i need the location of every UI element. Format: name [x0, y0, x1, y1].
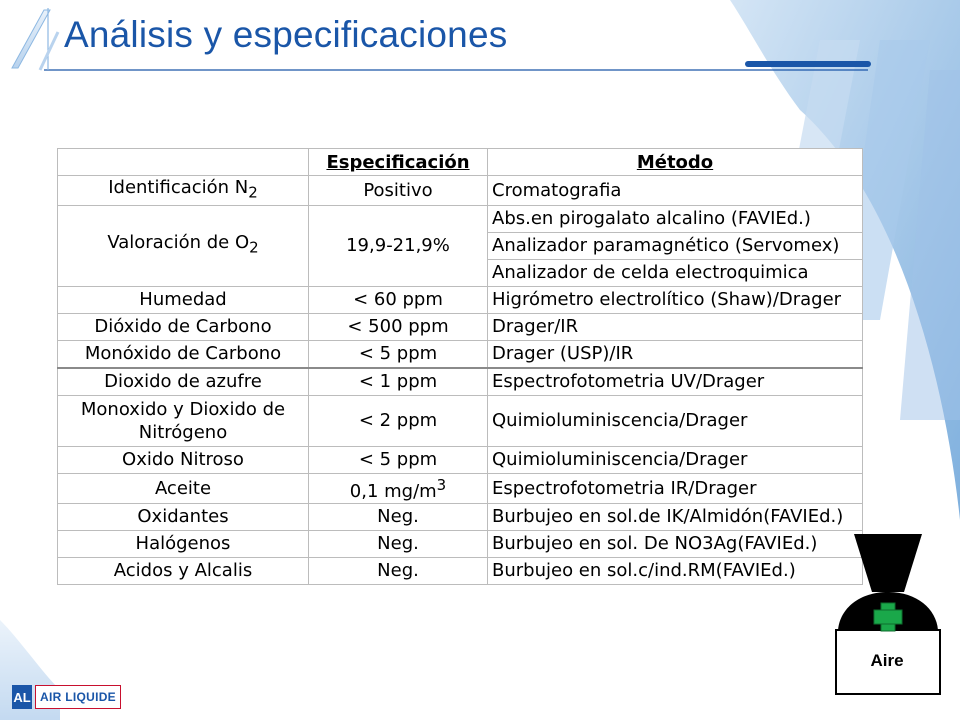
table-row	[58, 446, 863, 473]
method-cell: Analizador paramagnético (Servomex)	[488, 232, 863, 259]
header-method: Método	[488, 149, 863, 176]
method-cell: Espectrofotometria UV/Drager	[488, 368, 863, 396]
table-row	[58, 205, 863, 232]
logo-mark-icon: AL	[12, 685, 32, 709]
method-cell: Quimioluminiscencia/Drager	[488, 395, 863, 446]
table-row	[58, 557, 863, 584]
spec-cell: < 500 ppm	[309, 313, 488, 340]
method-cell: Drager (USP)/IR	[488, 340, 863, 368]
spec-cell: Neg.	[309, 557, 488, 584]
method-cell: Abs.en pirogalato alcalino (FAVIEd.)	[488, 205, 863, 232]
table-row	[58, 368, 863, 396]
table-row	[58, 176, 863, 206]
spec-cell: < 60 ppm	[309, 286, 488, 313]
spec-cell: < 5 ppm	[309, 340, 488, 368]
spec-cell: Positivo	[309, 176, 488, 206]
param-cell: Dióxido de Carbono	[58, 313, 309, 340]
table-header-row	[58, 149, 863, 176]
air-liquide-logo	[12, 682, 126, 712]
method-cell: Burbujeo en sol. De NO3Ag(FAVIEd.)	[488, 530, 863, 557]
logo-box	[35, 685, 121, 709]
table-row	[58, 395, 863, 446]
method-cell: Cromatografia	[488, 176, 863, 206]
spec-cell: < 1 ppm	[309, 368, 488, 396]
table-row	[58, 286, 863, 313]
param-cell: Oxidantes	[58, 503, 309, 530]
method-cell: Drager/IR	[488, 313, 863, 340]
param-cell: Oxido Nitroso	[58, 446, 309, 473]
logo-text: AIR LIQUIDE	[40, 690, 116, 704]
spec-cell: < 2 ppm	[309, 395, 488, 446]
table-row	[58, 503, 863, 530]
table-row	[58, 340, 863, 368]
param-cell: Identificación $N_2$	[58, 176, 309, 206]
param-cell: Monóxido de Carbono	[58, 340, 309, 368]
param-cell: Halógenos	[58, 530, 309, 557]
param-cell: Monoxido y Dioxido de Nitrógeno	[58, 395, 309, 446]
method-cell: Espectrofotometria IR/Drager	[488, 473, 863, 503]
cylinder-label: Aire	[870, 651, 904, 670]
param-cell: Aceite	[58, 473, 309, 503]
header-parameter	[58, 149, 309, 176]
param-cell: Acidos y Alcalis	[58, 557, 309, 584]
param-cell: Dioxido de azufre	[58, 368, 309, 396]
spec-cell: 19,9-21,9%	[309, 205, 488, 286]
header-specification: Especificación	[309, 149, 488, 176]
cylinder-valve-shape	[854, 534, 922, 592]
spec-cell: Neg.	[309, 530, 488, 557]
method-cell: Higrómetro electrolítico (Shaw)/Drager	[488, 286, 863, 313]
spec-cell: < 5 ppm	[309, 446, 488, 473]
specification-table	[57, 148, 863, 585]
method-cell: Quimioluminiscencia/Drager	[488, 446, 863, 473]
slide-title: Análisis y especificaciones	[64, 14, 508, 55]
param-cell: Humedad	[58, 286, 309, 313]
method-cell: Analizador de celda electroquimica	[488, 259, 863, 286]
table-row	[58, 473, 863, 503]
method-cell: Burbujeo en sol.c/ind.RM(FAVIEd.)	[488, 557, 863, 584]
spec-cell: 0,1 $mg/m^3$	[309, 473, 488, 503]
table-row	[58, 530, 863, 557]
spec-cell: Neg.	[309, 503, 488, 530]
table-row	[58, 313, 863, 340]
param-cell: Valoración de $O_2$	[58, 205, 309, 286]
method-cell: Burbujeo en sol.de IK/Almidón(FAVIEd.)	[488, 503, 863, 530]
